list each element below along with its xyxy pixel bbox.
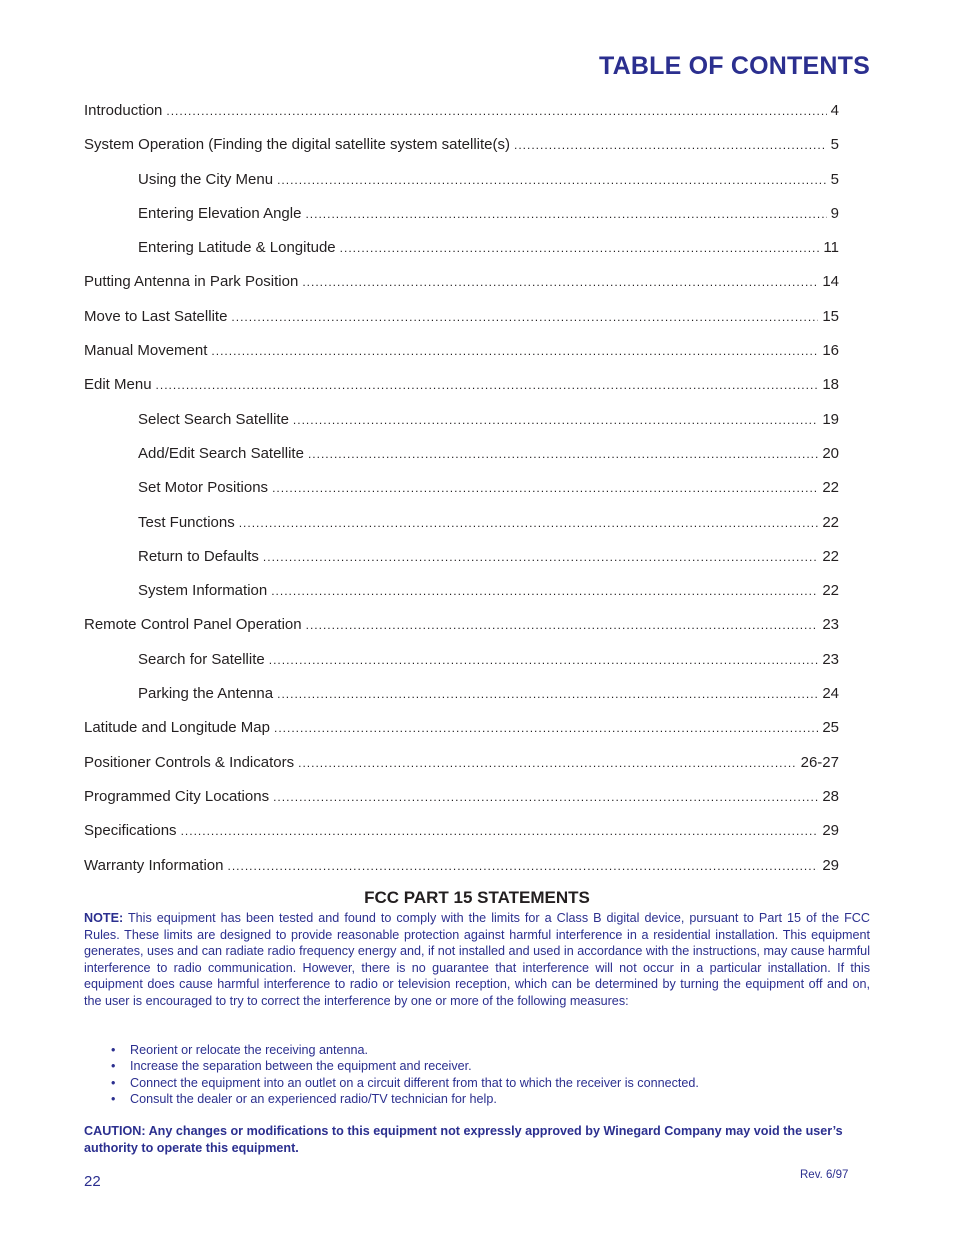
toc-entry — [84, 574, 839, 608]
toc-entry-page: 29 — [822, 822, 839, 840]
toc-leader-dots — [305, 197, 826, 231]
toc-entry-title: System Operation (Finding the digital satellite system satellite(s) — [84, 136, 511, 154]
list-item: • Increase the separation between the equipment and receiver. — [111, 1059, 472, 1074]
page-title: TABLE OF CONTENTS — [599, 52, 870, 80]
toc-entry-title: Warranty Information — [84, 856, 224, 874]
toc-entry — [84, 300, 839, 334]
toc-leader-dots — [293, 403, 818, 437]
toc-entry-page: 4 — [830, 102, 839, 119]
bullet-icon: • — [111, 1043, 116, 1057]
note-text: This equipment has been tested and found to comply with the limits for a Class B digital device, pursuant to Part 15 of the FCC Rules. These limits are designed to provide reasonable protection against harmful interference in a residential installation. This equipment generates, uses and can radiate radio frequency energy and, if not installed and used in accordance with the instructions, may cause harmful interference to radio communication. However, there is no guarantee that interference will not occur in a particular installation. If this equipment does cause harmful interference to radio or television reception, which can be determined by turning the equipment off and on, the user is encouraged to try to correct the interference by one or more of the following measures: — [84, 911, 870, 1008]
fcc-heading: FCC PART 15 STATEMENTS — [364, 888, 590, 907]
toc-entry-page: 23 — [822, 650, 839, 668]
toc-entry-title: Positioner Controls & Indicators — [84, 753, 295, 771]
caution-statement: CAUTION: Any changes or modifications to this equipment not expressly approved by Winegard Company may void the user’s authority to operate this equipment. — [84, 1124, 843, 1155]
toc-entry — [84, 746, 839, 780]
toc-entry-page: 16 — [822, 342, 839, 360]
toc-entry-title: Introduction — [84, 102, 163, 119]
toc-entry-title: Entering Latitude & Longitude — [138, 239, 336, 257]
toc-leader-dots — [273, 780, 818, 814]
toc-entry — [84, 231, 839, 265]
toc-entry — [84, 437, 839, 471]
bullet-icon: • — [111, 1091, 116, 1106]
toc-entry-page: 23 — [822, 616, 839, 634]
toc-entry-page: 28 — [822, 787, 839, 805]
toc-entry-page: 25 — [822, 719, 839, 737]
toc-entry-title: Add/Edit Search Satellite — [138, 444, 304, 462]
toc-entry-title: Entering Elevation Angle — [138, 204, 302, 222]
toc-leader-dots — [269, 643, 819, 677]
toc-leader-dots — [302, 265, 818, 299]
toc-entry-page: 20 — [822, 444, 839, 462]
toc-entry — [84, 780, 839, 814]
toc-entry — [84, 471, 839, 505]
toc-leader-dots — [272, 471, 818, 505]
toc-entry-page: 15 — [822, 307, 839, 325]
toc-entry — [84, 677, 839, 711]
toc-leader-dots — [308, 437, 818, 471]
toc-leader-dots — [231, 300, 818, 334]
list-item: • Consult the dealer or an experienced radio/TV technician for help. — [111, 1091, 497, 1106]
toc-entry-title: Search for Satellite — [138, 650, 265, 668]
toc-entry-page: 9 — [830, 204, 839, 222]
toc-leader-dots — [263, 540, 818, 574]
toc-entry-page: 22 — [822, 582, 839, 600]
toc-entry-page: 22 — [822, 513, 839, 531]
revision-label: Rev. 6/97 — [800, 1169, 849, 1181]
toc-entry — [84, 94, 839, 128]
toc-entry-page: 22 — [822, 479, 839, 497]
toc-leader-dots — [274, 711, 818, 745]
toc-entry-page: 5 — [830, 136, 839, 154]
bullet-icon: • — [111, 1075, 116, 1090]
toc-leader-dots — [166, 94, 826, 128]
toc-entry — [84, 368, 839, 402]
toc-entry — [84, 540, 839, 574]
toc-entry — [84, 608, 839, 642]
toc-entry-title: Specifications — [84, 822, 177, 840]
toc-entry — [84, 643, 839, 677]
toc-entry-title: Manual Movement — [84, 342, 208, 360]
list-item: • Reorient or relocate the receiving antenna. — [111, 1043, 369, 1057]
toc-leader-dots — [514, 128, 827, 162]
toc-entry-title: Putting Antenna in Park Position — [84, 273, 299, 291]
toc-entry-page: 26-27 — [800, 753, 839, 771]
toc-leader-dots — [340, 231, 820, 265]
toc-entry — [84, 128, 839, 162]
toc-entry-title: Select Search Satellite — [138, 410, 289, 428]
toc-entry — [84, 403, 839, 437]
toc-entry-page: 14 — [822, 273, 839, 291]
toc-entry-page: 29 — [822, 856, 839, 874]
toc-leader-dots — [277, 163, 827, 197]
toc-entry-page: 11 — [823, 239, 839, 257]
measures-list — [111, 1042, 871, 1107]
toc-entry-title: Programmed City Locations — [84, 787, 270, 805]
toc-entry — [84, 265, 839, 299]
toc-entry-title: Remote Control Panel Operation — [84, 616, 302, 634]
toc-entry — [84, 814, 839, 848]
toc-entry-title: Move to Last Satellite — [84, 307, 228, 325]
toc-leader-dots — [228, 849, 819, 883]
toc-entry-title: Latitude and Longitude Map — [84, 719, 270, 737]
toc-entry-title: Edit Menu — [84, 376, 152, 394]
toc-entry — [84, 849, 839, 883]
toc-entry-title: Parking the Antenna — [138, 685, 274, 703]
toc-leader-dots — [156, 368, 819, 402]
toc-entry — [84, 163, 839, 197]
toc-entry-title: System Information — [138, 582, 268, 600]
toc-entry-page: 18 — [822, 376, 839, 394]
list-item: • Connect the equipment into an outlet on a circuit different from that to which the receiver is connected. — [111, 1075, 699, 1090]
bullet-icon: • — [111, 1059, 116, 1074]
toc-entry-title: Using the City Menu — [138, 170, 274, 188]
toc-entry-page: 5 — [830, 170, 839, 188]
toc-entry-title: Test Functions — [138, 513, 235, 531]
toc-entry — [84, 711, 839, 745]
note-label: NOTE: — [84, 911, 124, 925]
toc-entry-page: 24 — [822, 685, 839, 703]
toc-entry-page: 19 — [822, 410, 839, 428]
toc-entry — [84, 334, 839, 368]
fcc-note — [84, 910, 870, 1009]
toc-leader-dots — [298, 746, 797, 780]
toc-leader-dots — [271, 574, 818, 608]
table-of-contents — [84, 94, 839, 883]
toc-leader-dots — [211, 334, 818, 368]
toc-leader-dots — [306, 608, 819, 642]
toc-leader-dots — [239, 506, 819, 540]
toc-entry-title: Return to Defaults — [138, 547, 259, 565]
toc-entry — [84, 197, 839, 231]
toc-leader-dots — [277, 677, 818, 711]
page-number: 22 — [84, 1173, 101, 1190]
toc-entry-page: 22 — [822, 547, 839, 565]
toc-leader-dots — [181, 814, 819, 848]
toc-entry-title: Set Motor Positions — [138, 479, 269, 497]
toc-entry — [84, 506, 839, 540]
